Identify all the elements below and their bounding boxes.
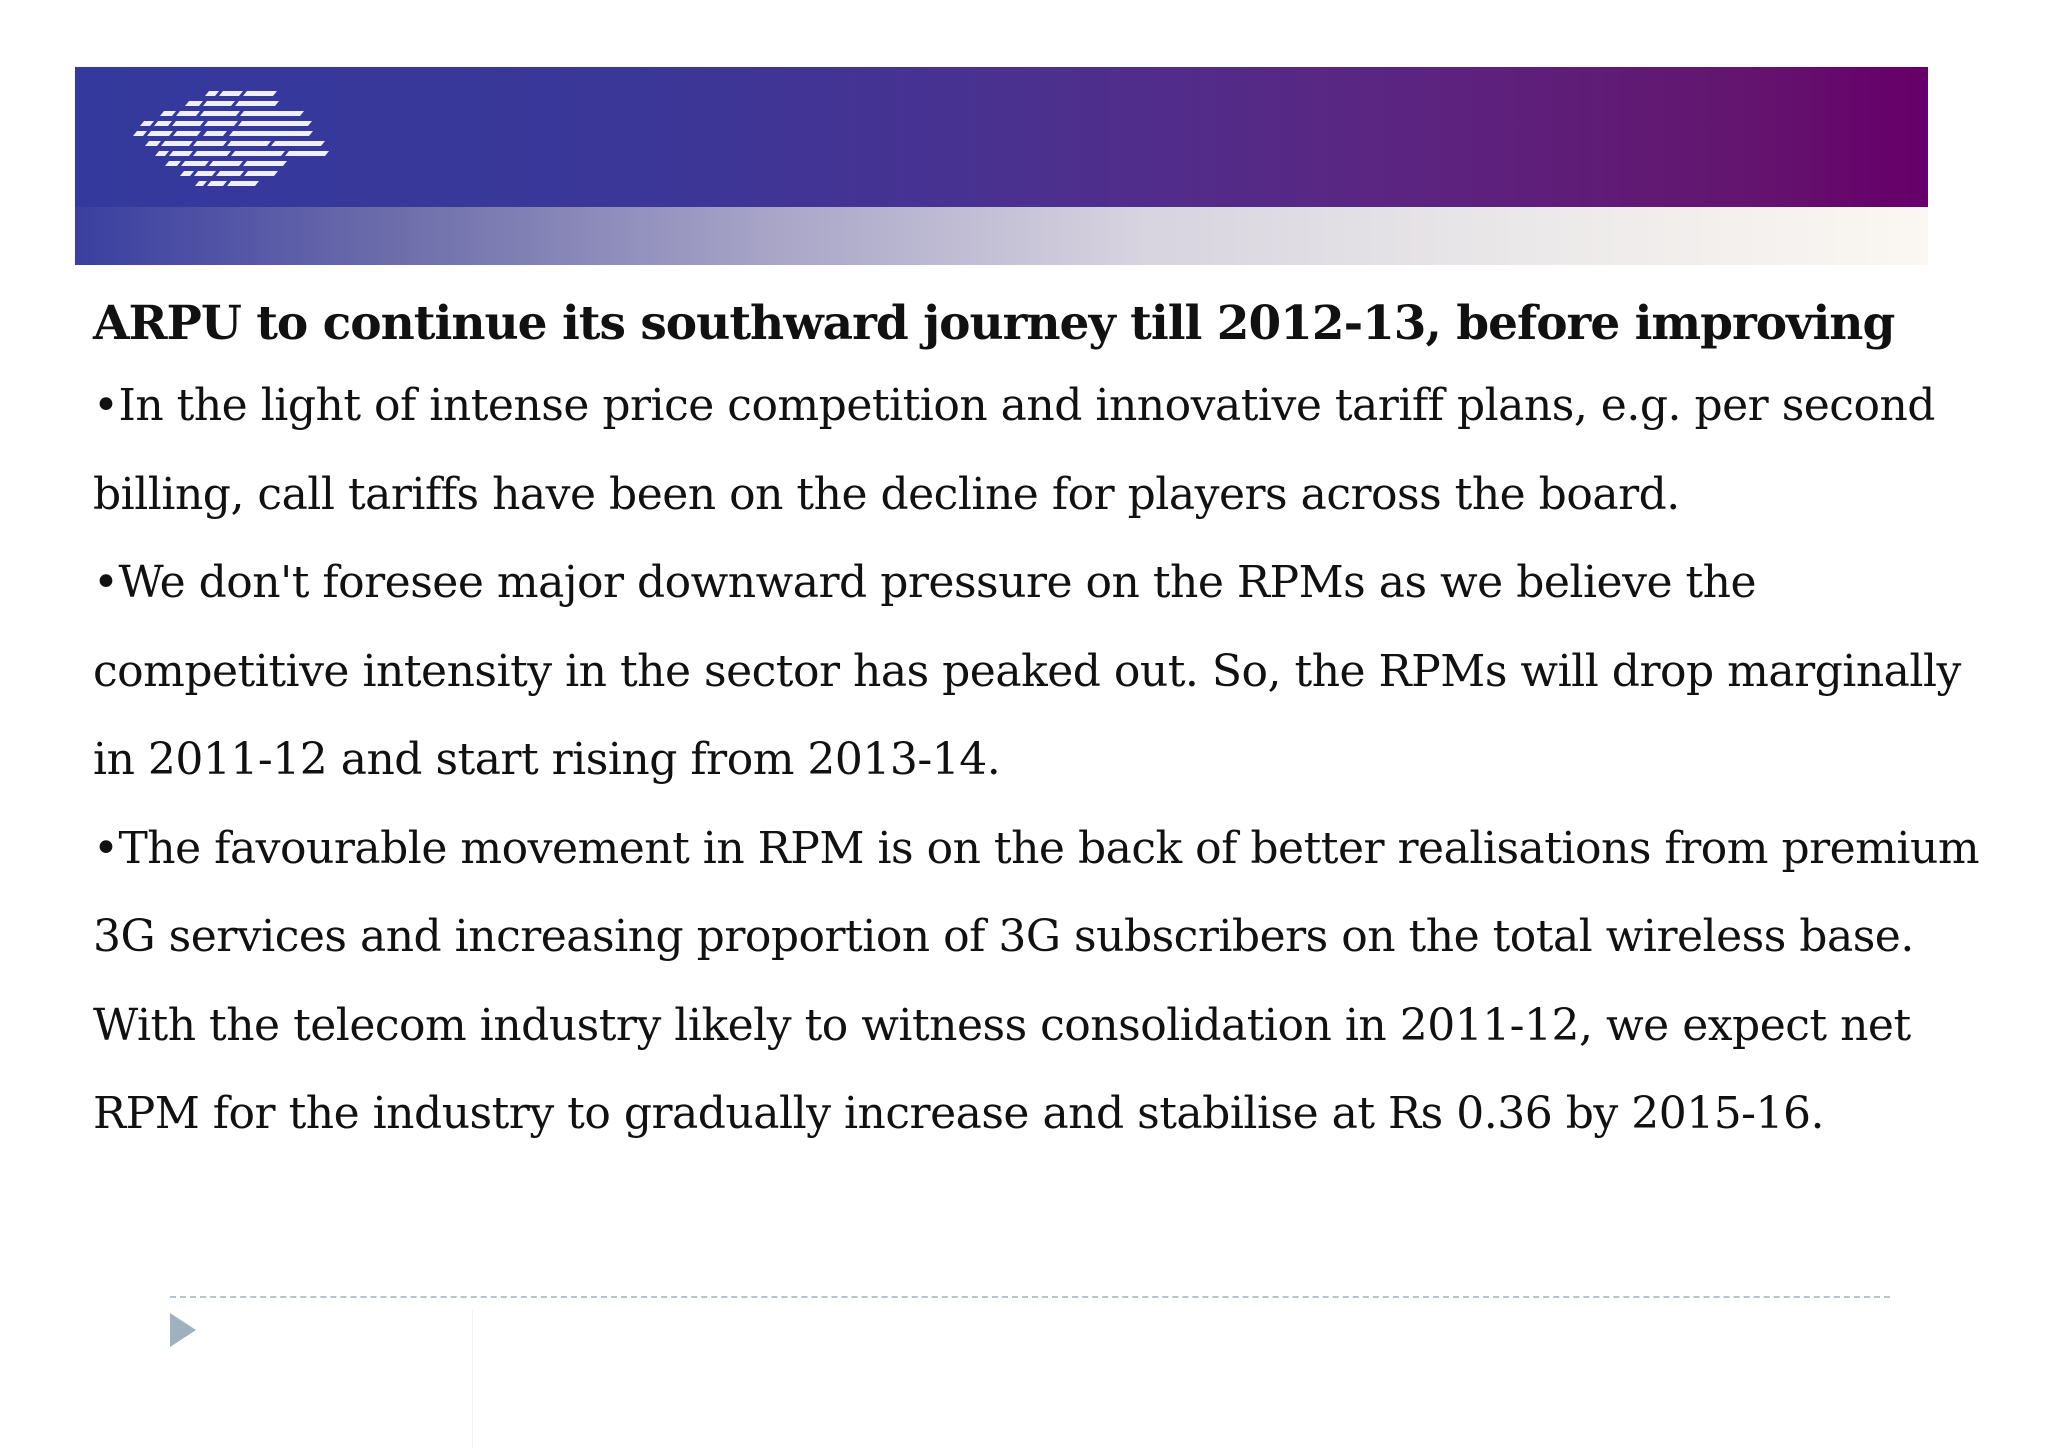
logo-bar: [185, 101, 203, 106]
logo-bar: [195, 181, 207, 186]
logo-bar: [243, 161, 287, 166]
body-line: •The favourable movement in RPM is on the back of better realisations from premium: [93, 822, 1980, 874]
logo-bar: [227, 141, 271, 146]
body-line: With the telecom industry likely to witness consolidation in 2011-12, we expect net: [93, 999, 1911, 1051]
logo-bar: [204, 121, 238, 126]
logo-bar: [193, 141, 227, 146]
logo-bar: [285, 151, 329, 156]
body-line: competitive intensity in the sector has peaked out. So, the RPMs will drop marginally: [93, 645, 1961, 697]
footer-divider: [170, 1296, 1890, 1298]
logo-bar: [181, 161, 209, 166]
logo-bar: [216, 171, 244, 176]
body-line: RPM for the industry to gradually increase and stabilise at Rs 0.36 by 2015-16.: [93, 1088, 1825, 1139]
logo-bar: [161, 141, 193, 146]
logo-bar: [203, 101, 235, 106]
logo-bar: [205, 91, 219, 96]
logo-bar: [193, 151, 231, 156]
logo-bar: [147, 131, 173, 136]
logo-bar: [160, 111, 176, 116]
triangle-right-icon: [170, 1313, 196, 1347]
logo-bar: [229, 131, 313, 136]
logo-bar: [238, 121, 312, 126]
logo-bar: [169, 151, 193, 156]
logo-bar: [209, 161, 243, 166]
banner-glow: [1815, 67, 1928, 207]
footer-faint-line: [472, 1310, 473, 1448]
logo-bar: [244, 171, 278, 176]
logo-bar: [271, 141, 325, 146]
logo-bar: [227, 181, 259, 186]
slide-content: [93, 288, 1980, 1159]
logo-bar: [176, 111, 200, 116]
banner-bottom-band: [75, 207, 1928, 265]
logo-bar: [155, 151, 169, 156]
logo-bar: [133, 131, 147, 136]
body-line: •We don't foresee major downward pressure on the RPMs as we believe the: [93, 557, 1757, 608]
striped-grid-logo-icon: [105, 87, 335, 197]
logo-bar: [140, 121, 154, 126]
logo-bar: [200, 111, 240, 116]
body-line: 3G services and increasing proportion of 3G subscribers on the total wireless base.: [93, 911, 1914, 962]
logo-bar: [231, 151, 285, 156]
logo-bar: [243, 91, 277, 96]
logo-bar: [154, 121, 172, 126]
logo-bar: [207, 181, 227, 186]
header-banner: [75, 67, 1928, 265]
logo-bar: [180, 171, 194, 176]
logo-bar: [194, 171, 216, 176]
body-line: in 2011-12 and start rising from 2013-14.: [93, 734, 1001, 785]
logo-bar: [219, 91, 243, 96]
slide-title: ARPU to continue its southward journey till 2012-13, before improving: [93, 296, 1895, 351]
body-line: billing, call tariffs have been on the decline for players across the board.: [93, 468, 1680, 520]
logo-bar: [145, 141, 161, 146]
logo-bar: [203, 131, 227, 136]
logo-bar: [172, 121, 204, 126]
logo-bar: [240, 111, 304, 116]
slide-body: [93, 362, 1980, 1159]
banner-top-band: [75, 67, 1928, 207]
logo-bar: [173, 131, 201, 136]
logo-bar: [235, 101, 279, 106]
logo-bar: [165, 161, 181, 166]
body-line: •In the light of intense price competition and innovative tariff plans, e.g. per second: [93, 380, 1935, 431]
